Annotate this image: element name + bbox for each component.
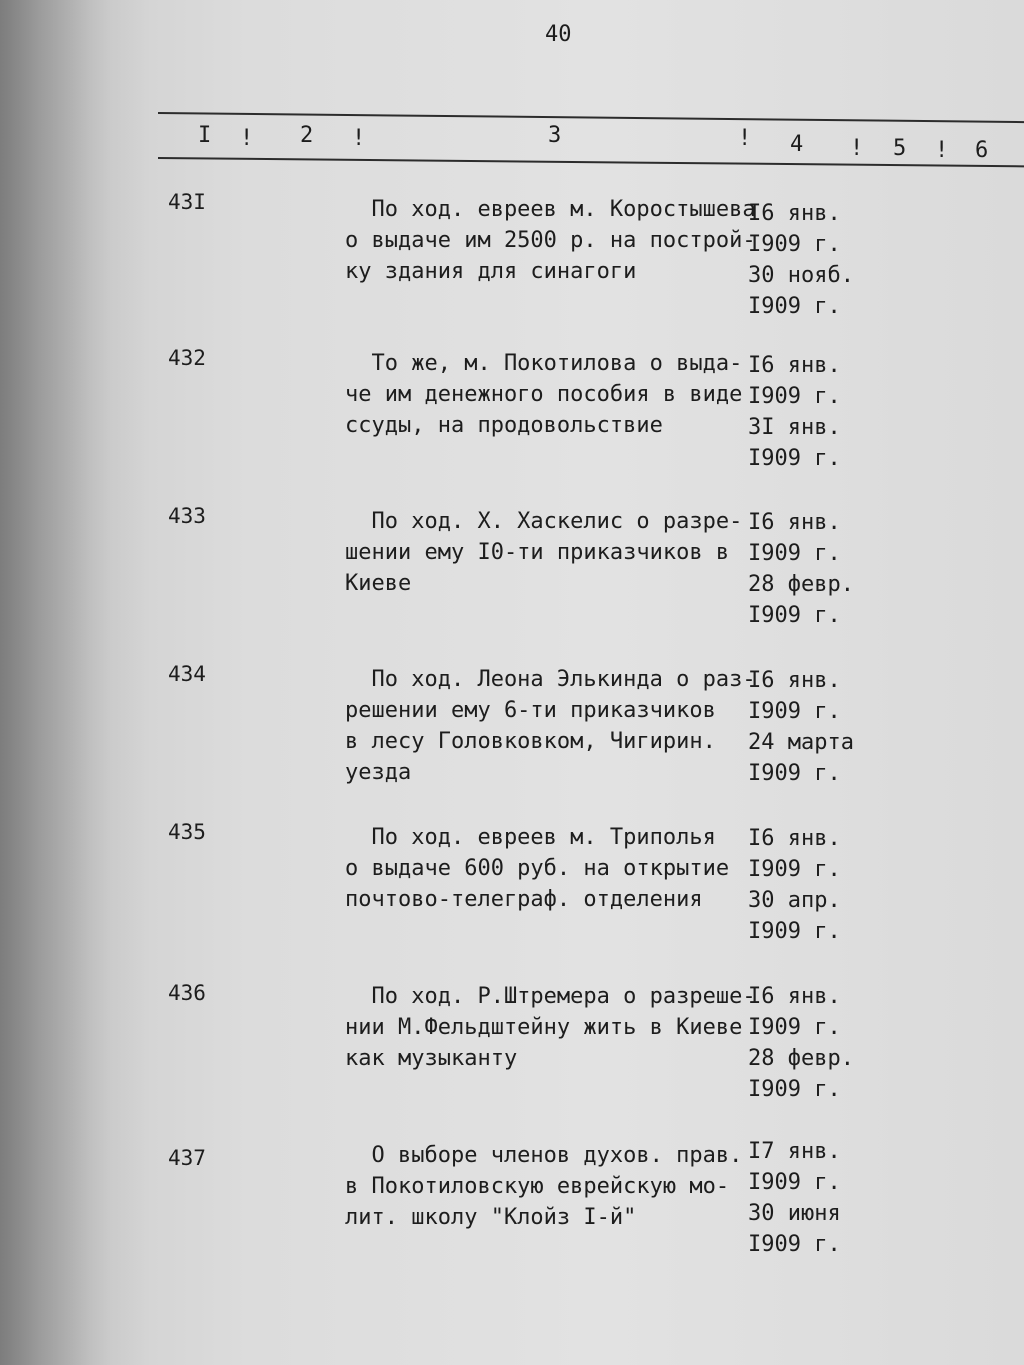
entry-description	[345, 664, 756, 788]
description-line: шении ему I0-ти приказчиков в	[345, 540, 730, 565]
date-line: I909 г.	[748, 446, 841, 471]
entry-description	[345, 1140, 742, 1233]
column-header-3: 3	[548, 123, 562, 148]
table-row	[0, 820, 1024, 970]
entry-number: 436	[168, 981, 206, 1005]
entry-description	[345, 981, 756, 1074]
entry-number: 435	[168, 820, 206, 844]
description-line: решении ему 6-ти приказчиков	[345, 698, 716, 723]
header-rule-top	[158, 112, 1024, 123]
date-line: I6 янв.	[748, 353, 841, 378]
entry-description	[345, 194, 756, 287]
date-line: I909 г.	[748, 919, 841, 944]
description-line: По ход. Х. Хаскелис о разре-	[345, 509, 743, 534]
column-header-5: 5	[893, 136, 907, 161]
description-line: че им денежного пособия в виде	[345, 382, 743, 407]
description-line: То же, м. Покотилова о выда-	[345, 351, 743, 376]
description-line: в лесу Головковком, Чигирин.	[345, 729, 716, 754]
column-separator: !	[935, 138, 949, 163]
column-header-4: 4	[790, 132, 804, 157]
date-line: I6 янв.	[748, 826, 841, 851]
description-line: По ход. Леона Элькинда о раз-	[345, 667, 756, 692]
date-line: 3I янв.	[748, 415, 841, 440]
date-line: 30 апр.	[748, 888, 841, 913]
column-header-6: 6	[975, 138, 989, 163]
date-line: I6 янв.	[748, 201, 841, 226]
page-number: 40	[545, 22, 572, 47]
description-line: как музыканту	[345, 1046, 518, 1071]
description-line: в Покотиловскую еврейскую мо-	[345, 1174, 730, 1199]
entry-number: 437	[168, 1146, 206, 1170]
entry-number: 43I	[168, 190, 206, 214]
description-line: уезда	[345, 760, 412, 785]
entry-dates	[748, 665, 854, 789]
date-line: I6 янв.	[748, 510, 841, 535]
description-line: По ход. евреев м. Коростышева	[345, 197, 756, 222]
date-line: I909 г.	[748, 1015, 841, 1040]
description-line: о выдаче 600 руб. на открытие	[345, 856, 730, 881]
date-line: I909 г.	[748, 761, 841, 786]
entry-description	[345, 348, 742, 441]
entry-dates	[748, 1136, 841, 1260]
date-line: 28 февр.	[748, 572, 854, 597]
entry-dates	[748, 823, 841, 947]
entry-dates	[748, 198, 854, 322]
column-header-2: 2	[300, 123, 314, 148]
entry-dates	[748, 981, 854, 1105]
description-line: По ход. Р.Штремера о разреше-	[345, 984, 756, 1009]
entry-number: 434	[168, 662, 206, 686]
entry-dates	[748, 507, 854, 631]
entry-description	[345, 822, 729, 915]
entry-number: 432	[168, 346, 206, 370]
date-line: 28 февр.	[748, 1046, 854, 1071]
table-row	[0, 662, 1024, 812]
description-line: О выборе членов духов. прав.	[345, 1143, 743, 1168]
description-line: лит. школу "Клойз I-й"	[345, 1205, 637, 1230]
date-line: 30 нояб.	[748, 263, 854, 288]
entry-description	[345, 506, 742, 599]
date-line: I909 г.	[748, 857, 841, 882]
column-separator: !	[240, 126, 254, 151]
column-separator: !	[738, 126, 752, 151]
date-line: I909 г.	[748, 294, 841, 319]
date-line: I909 г.	[748, 232, 841, 257]
table-row	[0, 190, 1024, 340]
date-line: 24 марта	[748, 730, 854, 755]
date-line: I7 янв.	[748, 1139, 841, 1164]
description-line: почтово-телеграф. отделения	[345, 887, 703, 912]
description-line: По ход. евреев м. Триполья	[345, 825, 716, 850]
date-line: I909 г.	[748, 1170, 841, 1195]
column-separator: !	[352, 126, 366, 151]
entry-number: 433	[168, 504, 206, 528]
date-line: I6 янв.	[748, 984, 841, 1009]
date-line: 30 июня	[748, 1201, 841, 1226]
description-line: ку здания для синагоги	[345, 259, 637, 284]
column-header-1: I	[198, 123, 212, 148]
date-line: I909 г.	[748, 603, 841, 628]
description-line: Киеве	[345, 571, 412, 596]
table-row	[0, 504, 1024, 654]
table-row	[0, 346, 1024, 496]
description-line: о выдаче им 2500 р. на построй-	[345, 228, 756, 253]
table-row	[0, 981, 1024, 1131]
description-line: нии М.Фельдштейну жить в Киеве	[345, 1015, 743, 1040]
table-row	[0, 1140, 1024, 1290]
date-line: I909 г.	[748, 384, 841, 409]
column-separator: !	[850, 136, 864, 161]
date-line: I909 г.	[748, 1232, 841, 1257]
entry-dates	[748, 350, 841, 474]
description-line: ссуды, на продовольствие	[345, 413, 663, 438]
date-line: I909 г.	[748, 541, 841, 566]
date-line: I909 г.	[748, 1077, 841, 1102]
date-line: I909 г.	[748, 699, 841, 724]
date-line: I6 янв.	[748, 668, 841, 693]
